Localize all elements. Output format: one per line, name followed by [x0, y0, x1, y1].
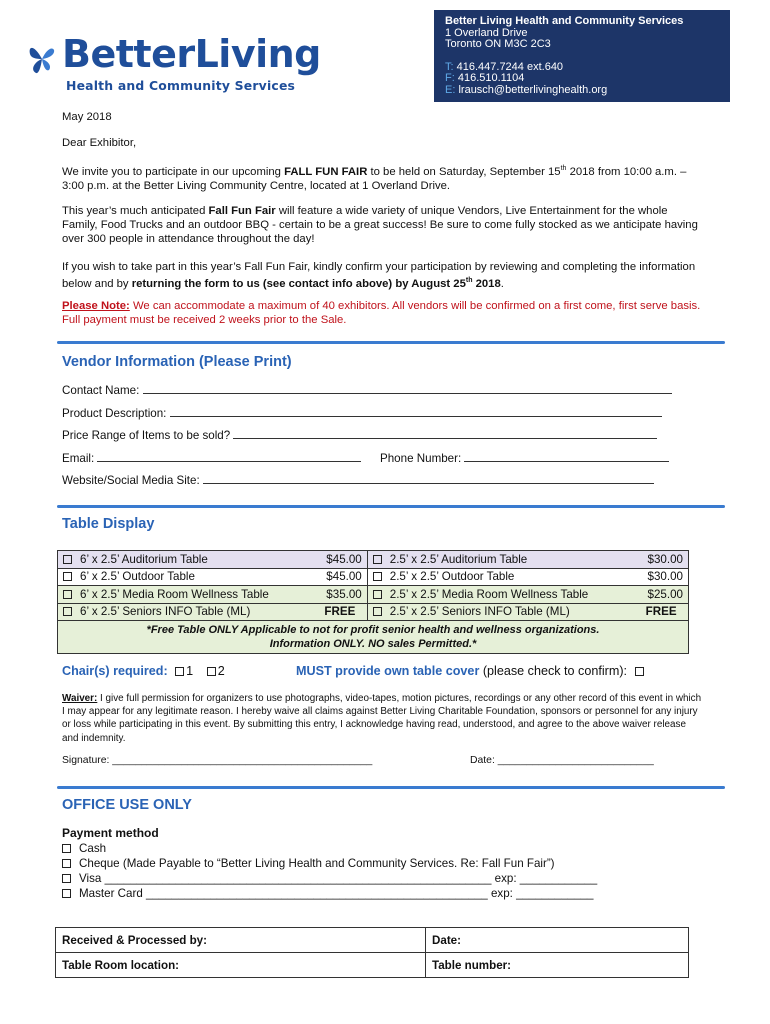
- butterfly-icon: [28, 42, 56, 76]
- checkbox[interactable]: [63, 590, 72, 599]
- checkbox[interactable]: [62, 859, 71, 868]
- payment-method-title: Payment method: [62, 826, 159, 840]
- option-left[interactable]: 6’ x 2.5’ Media Room Wellness Table: [58, 586, 313, 604]
- table-row: [58, 568, 689, 586]
- address-line-1: 1 Overland Drive: [445, 26, 528, 39]
- phone-field[interactable]: Phone Number:: [380, 450, 669, 465]
- price: FREE: [313, 603, 367, 621]
- logo: [28, 32, 338, 98]
- checkbox[interactable]: [373, 590, 382, 599]
- phone-line: T: 416.447.7244 ext.640: [445, 60, 564, 73]
- vendor-section-title: Vendor Information (Please Print): [62, 354, 292, 370]
- checkbox[interactable]: [62, 844, 71, 853]
- table-options: [57, 550, 689, 654]
- table-display-title: Table Display: [62, 516, 155, 532]
- office-table: [55, 927, 689, 978]
- office-use-title: OFFICE USE ONLY: [62, 797, 192, 813]
- paragraph-confirm: If you wish to take part in this year’s Fall Fun Fair, kindly confirm your participation by reviewing and completing the information below and by returning the form to us (see contact info above) by August 25th 2018.: [62, 261, 696, 290]
- payment-cheque[interactable]: Cheque (Made Payable to “Better Living Health and Community Services. Re: Fall Fun Fair”): [62, 857, 555, 870]
- payment-cash[interactable]: Cash: [62, 842, 106, 855]
- email-line[interactable]: E: lrausch@betterlivinghealth.org: [445, 83, 608, 96]
- table-number-cell[interactable]: Table number:: [426, 953, 689, 978]
- paragraph-invite: We invite you to participate in our upcoming FALL FUN FAIR to be held on Saturday, September 15th 2018 from 10:00 a.m. – 3:00 p.m. at the Better Living Community Centre, located at 1 Overland Drive.: [62, 165, 687, 192]
- table-row: [56, 928, 689, 953]
- option-right[interactable]: 2.5’ x 2.5’ Seniors INFO Table (ML): [367, 603, 634, 621]
- checkbox[interactable]: [373, 607, 382, 616]
- room-location-cell[interactable]: Table Room location:: [56, 953, 426, 978]
- chair-2-checkbox[interactable]: [207, 667, 216, 676]
- logo-wordmark: BetterLiving: [62, 32, 321, 76]
- checkbox[interactable]: [373, 572, 382, 581]
- payment-visa[interactable]: Visa ____________________________________________________________ exp: ____________: [62, 872, 597, 885]
- table-row: [58, 551, 689, 569]
- price: $25.00: [634, 586, 688, 604]
- option-right[interactable]: 2.5’ x 2.5’ Media Room Wellness Table: [367, 586, 634, 604]
- received-by-cell[interactable]: Received & Processed by:: [56, 928, 426, 953]
- chairs-row: Chair(s) required: 1 2: [62, 664, 225, 678]
- website-field[interactable]: Website/Social Media Site:: [62, 472, 654, 487]
- contact-box: [434, 10, 730, 102]
- option-right[interactable]: 2.5’ x 2.5’ Outdoor Table: [367, 568, 634, 586]
- option-left[interactable]: 6’ x 2.5’ Outdoor Table: [58, 568, 313, 586]
- price: FREE: [634, 603, 688, 621]
- payment-mastercard[interactable]: Master Card _____________________________________________________ exp: ____________: [62, 887, 593, 900]
- logo-subtitle: Health and Community Services: [66, 78, 296, 93]
- price: $45.00: [313, 551, 367, 569]
- signature-date-field[interactable]: Date: ___________________________: [470, 755, 654, 766]
- checkbox[interactable]: [62, 874, 71, 883]
- product-description-field[interactable]: Product Description:: [62, 405, 662, 420]
- fax-line: F: 416.510.1104: [445, 72, 525, 84]
- table-cover-checkbox[interactable]: [635, 667, 644, 676]
- price-range-field[interactable]: Price Range of Items to be sold?: [62, 427, 657, 442]
- divider: [57, 786, 725, 789]
- table-row: [58, 603, 689, 621]
- checkbox[interactable]: [373, 555, 382, 564]
- letter-date: May 2018: [62, 111, 112, 123]
- chairs-label: Chair(s) required:: [62, 664, 168, 678]
- paragraph-features: This year’s much anticipated Fall Fun Fair will feature a wide variety of unique Vendors, Live Entertainment for the whole Family, Food Trucks and an outdoor BBQ - certain to be a great success! Be sure to come fully stocked as we anticipate having over 300 people in attendance throughout the day!: [62, 205, 698, 246]
- free-table-note: *Free Table ONLY Applicable to not for profit senior health and wellness organizations. Information ONLY. NO sales Permitted.*: [58, 621, 689, 654]
- price: $30.00: [634, 568, 688, 586]
- divider: [57, 505, 725, 508]
- checkbox[interactable]: [62, 889, 71, 898]
- price: $30.00: [634, 551, 688, 569]
- price: $45.00: [313, 568, 367, 586]
- option-right[interactable]: 2.5’ x 2.5’ Auditorium Table: [367, 551, 634, 569]
- address-line-2: Toronto ON M3C 2C3: [445, 38, 551, 50]
- table-note-row: [58, 621, 689, 654]
- price: $35.00: [313, 586, 367, 604]
- option-left[interactable]: 6’ x 2.5’ Auditorium Table: [58, 551, 313, 569]
- org-name: Better Living Health and Community Services: [445, 15, 684, 27]
- email-field[interactable]: Email:: [62, 450, 361, 465]
- date-cell[interactable]: Date:: [426, 928, 689, 953]
- please-note: Please Note: We can accommodate a maximum of 40 exhibitors. All vendors will be confirmed on a first come, first serve basis. Full payment must be received 2 weeks prior to the Sale.: [62, 300, 701, 327]
- divider: [57, 341, 725, 344]
- table-row: [58, 586, 689, 604]
- contact-name-field[interactable]: Contact Name:: [62, 382, 672, 397]
- checkbox[interactable]: [63, 607, 72, 616]
- checkbox[interactable]: [63, 572, 72, 581]
- chair-1-checkbox[interactable]: [175, 667, 184, 676]
- signature-field[interactable]: Signature: _____________________________________________: [62, 755, 373, 766]
- table-row: [56, 953, 689, 978]
- table-cover-row: MUST provide own table cover (please check to confirm):: [296, 664, 644, 678]
- checkbox[interactable]: [63, 555, 72, 564]
- waiver-text: Waiver: I give full permission for organizers to use photographs, video-tapes, motion pictures, recordings or any other record of this event in which I may appear for any legitimate reason. I hereby waive all claims against Better Living Charitable Foundation, sponsors or personnel for any injury or loss while participating in this event. By submitting this entry, I acknowledge having read, understood, and agree to the above waiver release and indemnity.: [62, 693, 702, 744]
- option-left[interactable]: 6’ x 2.5’ Seniors INFO Table (ML): [58, 603, 313, 621]
- salutation: Dear Exhibitor,: [62, 137, 137, 149]
